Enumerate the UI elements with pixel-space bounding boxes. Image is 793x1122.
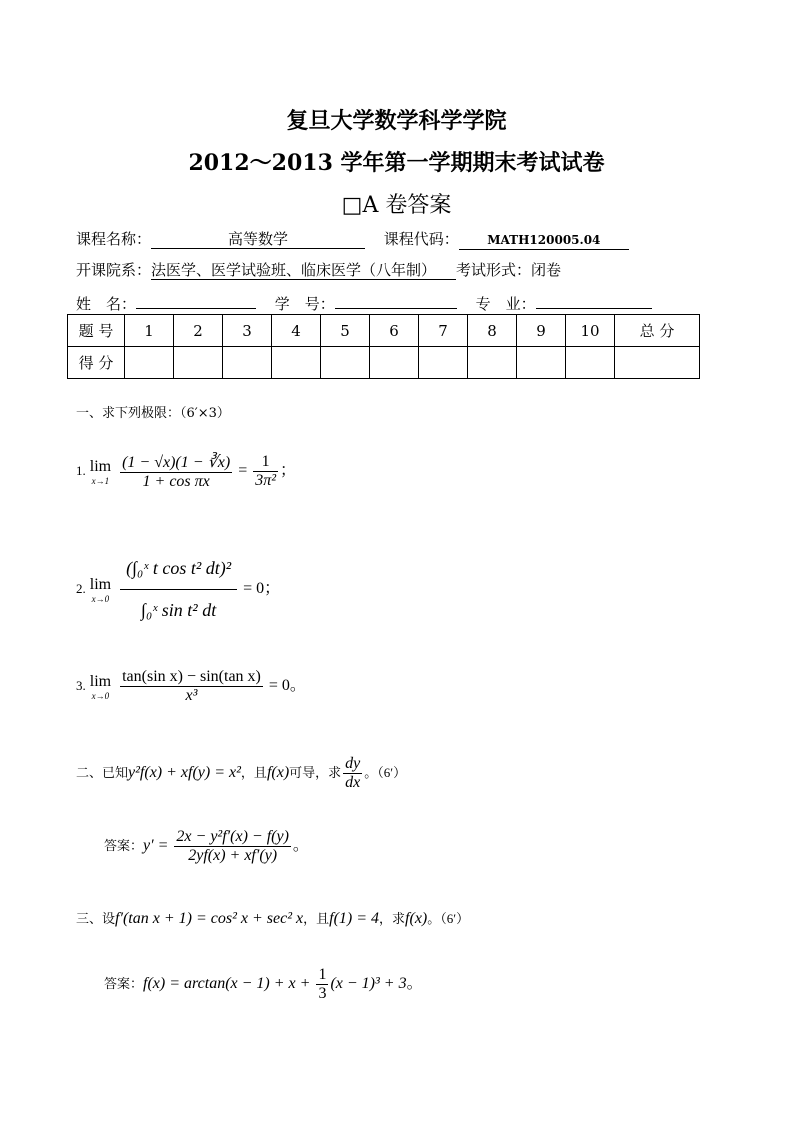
header-cell: 总 分	[615, 315, 700, 347]
q1-formula: 1. lim x→1 $\frac{(1 - √x)(1 - ∛x)}{\text{1 + cos πx}}$ = $\frac{1}{\text{3π²}}$ ；	[76, 453, 297, 490]
paper-title: □A 卷答案	[341, 193, 452, 218]
exam-title: 2012～2013 学年第一学期期末考试试卷	[188, 150, 605, 176]
q3-formula: 3. lim x→0 $\frac{\text{tan(sin x) − sin(tan x)}}{\text{x³}}$ = 0。	[76, 668, 306, 704]
dept-label: 开课院系：	[76, 261, 152, 279]
header-cell: 题 号	[68, 315, 125, 347]
course-code-label: 课程代码：	[383, 230, 459, 248]
course-name: 高等数学	[151, 230, 365, 249]
course-line	[76, 228, 629, 250]
q-number: 1.	[76, 463, 86, 479]
q-number: 2.	[76, 581, 86, 597]
header-cell: 10	[566, 315, 615, 347]
result-fraction: $\frac{1}{\text{3π²}}$	[255, 453, 277, 489]
score-cell[interactable]	[468, 347, 517, 379]
score-cell[interactable]	[566, 347, 615, 379]
section3-heading: 三、设f′(tan x + 1) = cos² x + sec² x，且f(1) = 4，求f(x)。（6′）	[76, 910, 470, 927]
table-row	[68, 315, 700, 347]
section3-answer: 答案：f(x) = arctan(x − 1) + x + $\frac{1}{3}$ (x − 1)³ + 3。	[104, 966, 423, 1002]
score-cell[interactable]	[321, 347, 370, 379]
q-number: 3.	[76, 678, 86, 694]
header-cell: 2	[174, 315, 223, 347]
header-cell: 6	[370, 315, 419, 347]
limit: lim x→1	[89, 457, 112, 486]
score-row-label: 得 分	[68, 347, 125, 379]
score-cell[interactable]	[223, 347, 272, 379]
limit: lim x→0	[89, 672, 112, 701]
dept: 法医学、医学试验班、临床医学（八年制）	[151, 261, 456, 280]
course-code: MATH120005.04	[459, 231, 629, 250]
exam-form-label: 考试形式：	[456, 261, 532, 279]
q2-formula: 2. lim x→0 $\frac{\text{(∫₀ˣ t cos t² dt)²}}{\text{∫₀ˣ sin t² dt}}$ = 0；	[76, 548, 280, 631]
table-row	[68, 347, 700, 379]
id-label: 学 号：	[274, 295, 335, 313]
header-cell: 3	[223, 315, 272, 347]
exam-form: 闭卷	[531, 261, 562, 279]
score-cell[interactable]	[272, 347, 321, 379]
header-cell: 4	[272, 315, 321, 347]
limit: lim x→0	[89, 575, 112, 604]
score-cell[interactable]	[517, 347, 566, 379]
header-cell: 8	[468, 315, 517, 347]
header-cell: 9	[517, 315, 566, 347]
id-field[interactable]	[335, 290, 457, 309]
name-field[interactable]	[136, 290, 256, 309]
header-cell: 7	[419, 315, 468, 347]
school-title: 复旦大学数学科学学院	[286, 108, 507, 134]
header-cell: 5	[321, 315, 370, 347]
dept-line	[76, 259, 561, 280]
section1-heading: 一、求下列极限：（6′×3）	[76, 406, 230, 421]
score-cell[interactable]	[125, 347, 174, 379]
score-cell[interactable]	[419, 347, 468, 379]
score-cell[interactable]	[370, 347, 419, 379]
course-name-label: 课程名称：	[76, 230, 152, 248]
student-line	[76, 290, 652, 314]
fraction: $\frac{\text{tan(sin x) − sin(tan x)}}{\text{x³}}$	[122, 668, 261, 704]
section2-heading: 二、已知y²f(x) + xf(y) = x²，且f(x)可导，求 $\frac{dy}{dx}$ 。（6′）	[76, 755, 407, 791]
fraction: $\frac{(1 - √x)(1 - ∛x)}{\text{1 + cos πx}}$	[122, 454, 231, 490]
header-cell: 1	[125, 315, 174, 347]
section2-answer: 答案：y′ = $\frac{\text{2x − y²f′(x) − f(y)}}{2yf(x) + xf'(y)}$ 。	[104, 828, 309, 864]
major-label: 专 业：	[475, 295, 536, 313]
fraction: $\frac{\text{(∫₀ˣ t cos t² dt)²}}{\text{∫₀ˣ sin t² dt}}$	[120, 548, 237, 631]
name-label: 姓 名：	[76, 295, 137, 313]
major-field[interactable]	[536, 290, 652, 309]
score-cell[interactable]	[615, 347, 700, 379]
score-cell[interactable]	[174, 347, 223, 379]
score-table	[67, 314, 700, 379]
